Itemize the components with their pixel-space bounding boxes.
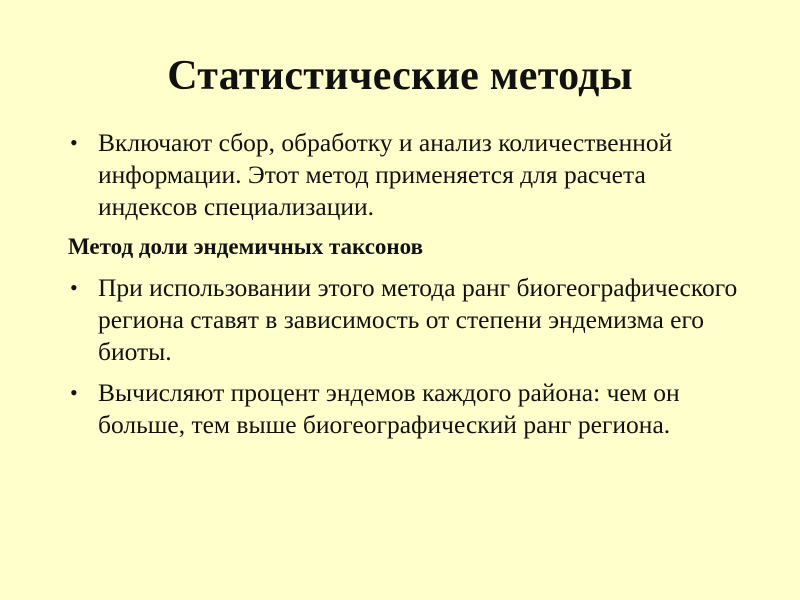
slide-content [68, 127, 748, 450]
bullet-text: При использовании этого метода ранг биогеографического региона ставят в зависимость от степени эндемизма его биоты. [98, 273, 738, 366]
bullet-icon: • [70, 380, 78, 405]
section-subheading: Метод доли эндемичных таксонов [68, 234, 424, 259]
bullet-item-collection [68, 127, 748, 223]
bullet-text: Вычисляют процент эндемов каждого района: чем он больше, тем выше биогеографический ранг региона. [98, 378, 680, 439]
bullet-text: Включают сбор, обработку и анализ количественной информации. Этот метод применяется для расчета индексов специализации. [98, 128, 673, 221]
bullet-icon: • [70, 275, 78, 300]
bullet-item-rank [68, 272, 748, 368]
bullet-icon: • [70, 130, 78, 155]
slide-title: Статистические методы [167, 53, 633, 99]
bullet-item-percent [68, 377, 748, 441]
